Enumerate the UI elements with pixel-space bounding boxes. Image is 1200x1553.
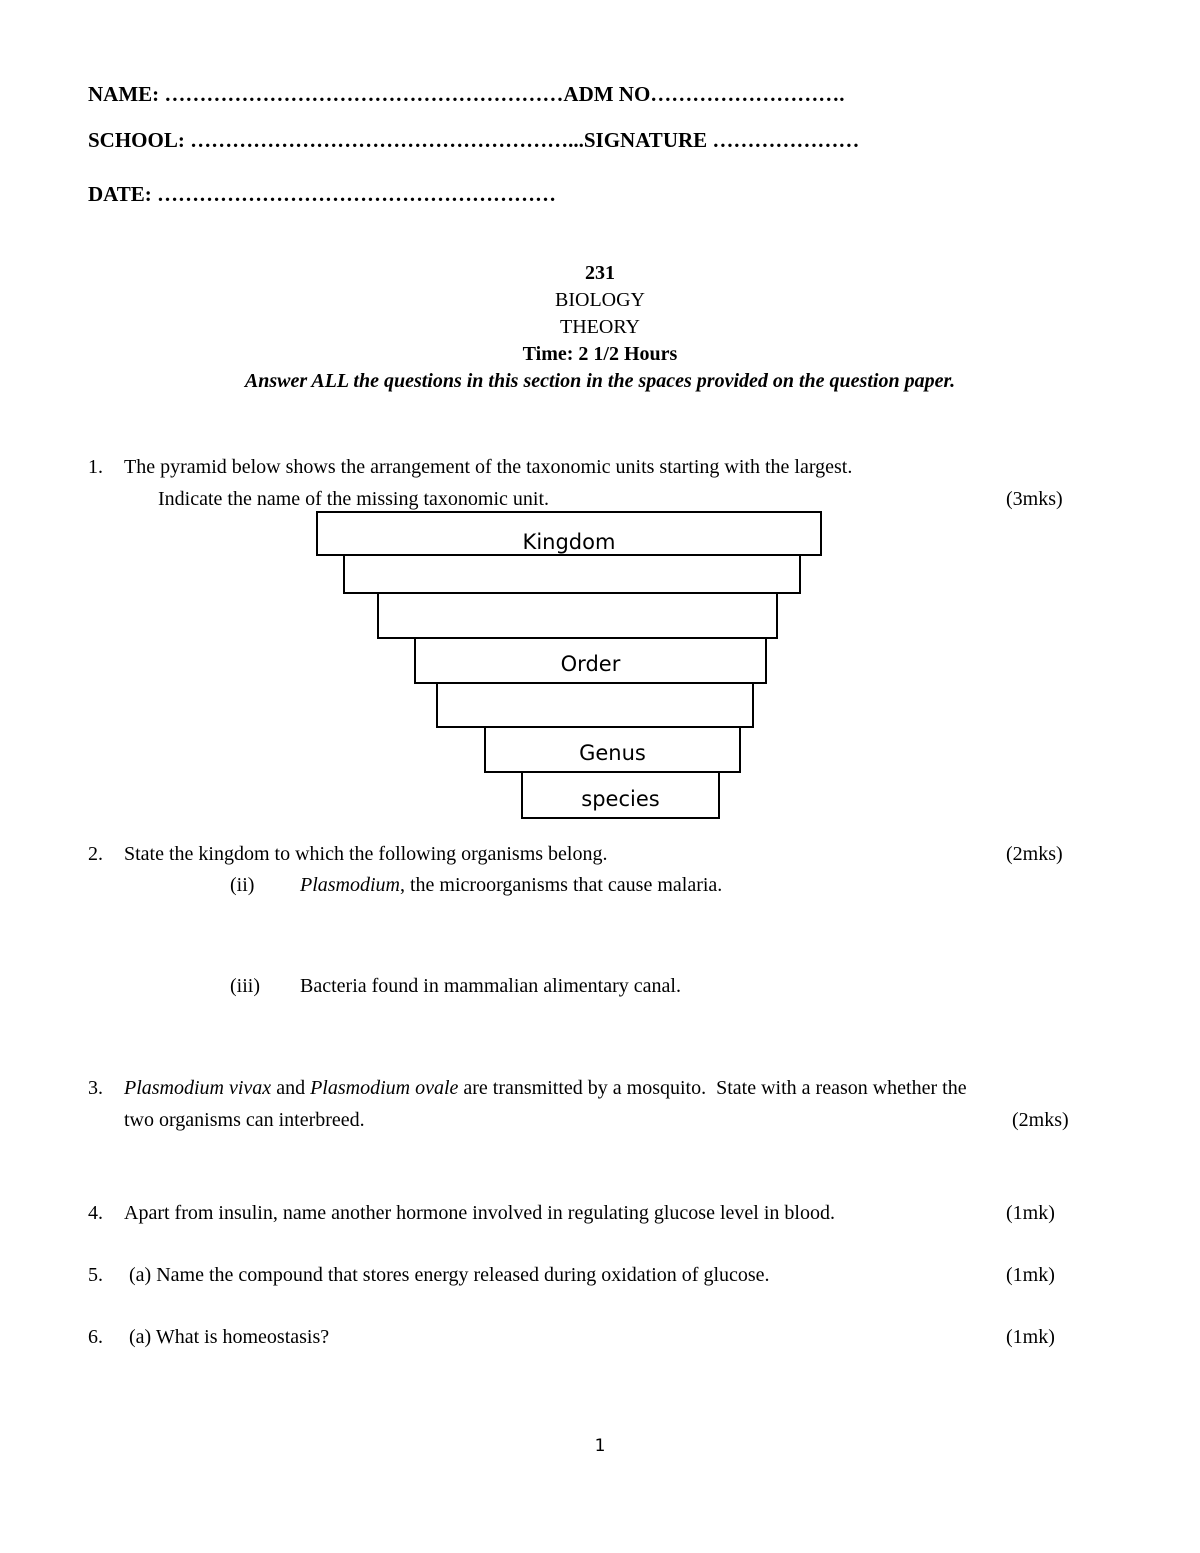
q2-marks: (2mks) bbox=[1006, 843, 1063, 865]
q4-number: 4. bbox=[88, 1202, 103, 1224]
q3-line2: two organisms can interbreed. bbox=[124, 1109, 365, 1131]
q3-organism-2: Plasmodium ovale bbox=[310, 1077, 459, 1099]
q5-text: (a) Name the compound that stores energy released during oxidation of glucose. bbox=[129, 1264, 770, 1286]
q2-text: State the kingdom to which the following organisms belong. bbox=[124, 843, 608, 865]
q3-number: 3. bbox=[88, 1077, 103, 1099]
date-line: DATE: ………………………………………………… bbox=[88, 182, 557, 206]
pyramid-level-genus bbox=[484, 726, 741, 773]
paper-code: 231 bbox=[585, 262, 615, 284]
q1-marks: (3mks) bbox=[1006, 488, 1063, 510]
pyramid-label-order: Order bbox=[560, 652, 621, 676]
q2-ii-item bbox=[300, 874, 722, 897]
pyramid-level-species bbox=[521, 771, 720, 819]
q1-line1: The pyramid below shows the arrangement of the taxonomic units starting with the largest. bbox=[124, 456, 853, 478]
q5-marks: (1mk) bbox=[1006, 1264, 1055, 1286]
q6-number: 6. bbox=[88, 1326, 103, 1348]
q2-number: 2. bbox=[88, 843, 103, 865]
pyramid-label-species: species bbox=[581, 787, 660, 811]
pyramid-level-blank-1 bbox=[343, 554, 801, 594]
instructions: Answer ALL the questions in this section in the spaces provided on the question paper. bbox=[244, 370, 956, 392]
q2-ii-label: (ii) bbox=[230, 874, 255, 896]
pyramid-level-order bbox=[414, 637, 767, 684]
q1-number: 1. bbox=[88, 456, 103, 478]
pyramid-label-genus: Genus bbox=[579, 741, 646, 765]
subject-title: BIOLOGY bbox=[555, 289, 645, 311]
pyramid-level-blank-2 bbox=[377, 592, 778, 639]
pyramid-level-blank-3 bbox=[436, 682, 754, 728]
q6-text: (a) What is homeostasis? bbox=[129, 1326, 330, 1348]
q4-text: Apart from insulin, name another hormone involved in regulating glucose level in blood. bbox=[124, 1202, 835, 1224]
q3-and: and bbox=[271, 1077, 311, 1099]
pyramid-label-kingdom: Kingdom bbox=[522, 530, 616, 554]
q2-iii-text: Bacteria found in mammalian alimentary canal. bbox=[300, 975, 681, 997]
paper-type: THEORY bbox=[560, 316, 640, 338]
q2-ii-description: , the microorganisms that cause malaria. bbox=[400, 874, 723, 896]
q2-ii-organism: Plasmodium bbox=[300, 874, 400, 896]
q3-line1 bbox=[124, 1077, 967, 1100]
pyramid-level-kingdom bbox=[316, 511, 822, 556]
q1-line2: Indicate the name of the missing taxonomic unit. bbox=[158, 488, 550, 510]
name-adm-line: NAME: …………………………………………………ADM NO………………………. bbox=[88, 82, 845, 106]
q6-marks: (1mk) bbox=[1006, 1326, 1055, 1348]
q4-marks: (1mk) bbox=[1006, 1202, 1055, 1224]
q3-marks: (2mks) bbox=[1012, 1109, 1069, 1131]
time-allowed: Time: 2 1/2 Hours bbox=[522, 343, 678, 365]
school-signature-line: SCHOOL: ………………………………………………...SIGNATURE ………………… bbox=[88, 128, 860, 152]
q3-organism-1: Plasmodium vivax bbox=[124, 1077, 272, 1099]
page-number: 1 bbox=[594, 1436, 606, 1456]
q2-iii-label: (iii) bbox=[230, 975, 260, 997]
q3-rest: are transmitted by a mosquito. State with a reason whether the bbox=[458, 1077, 967, 1099]
q5-number: 5. bbox=[88, 1264, 103, 1286]
